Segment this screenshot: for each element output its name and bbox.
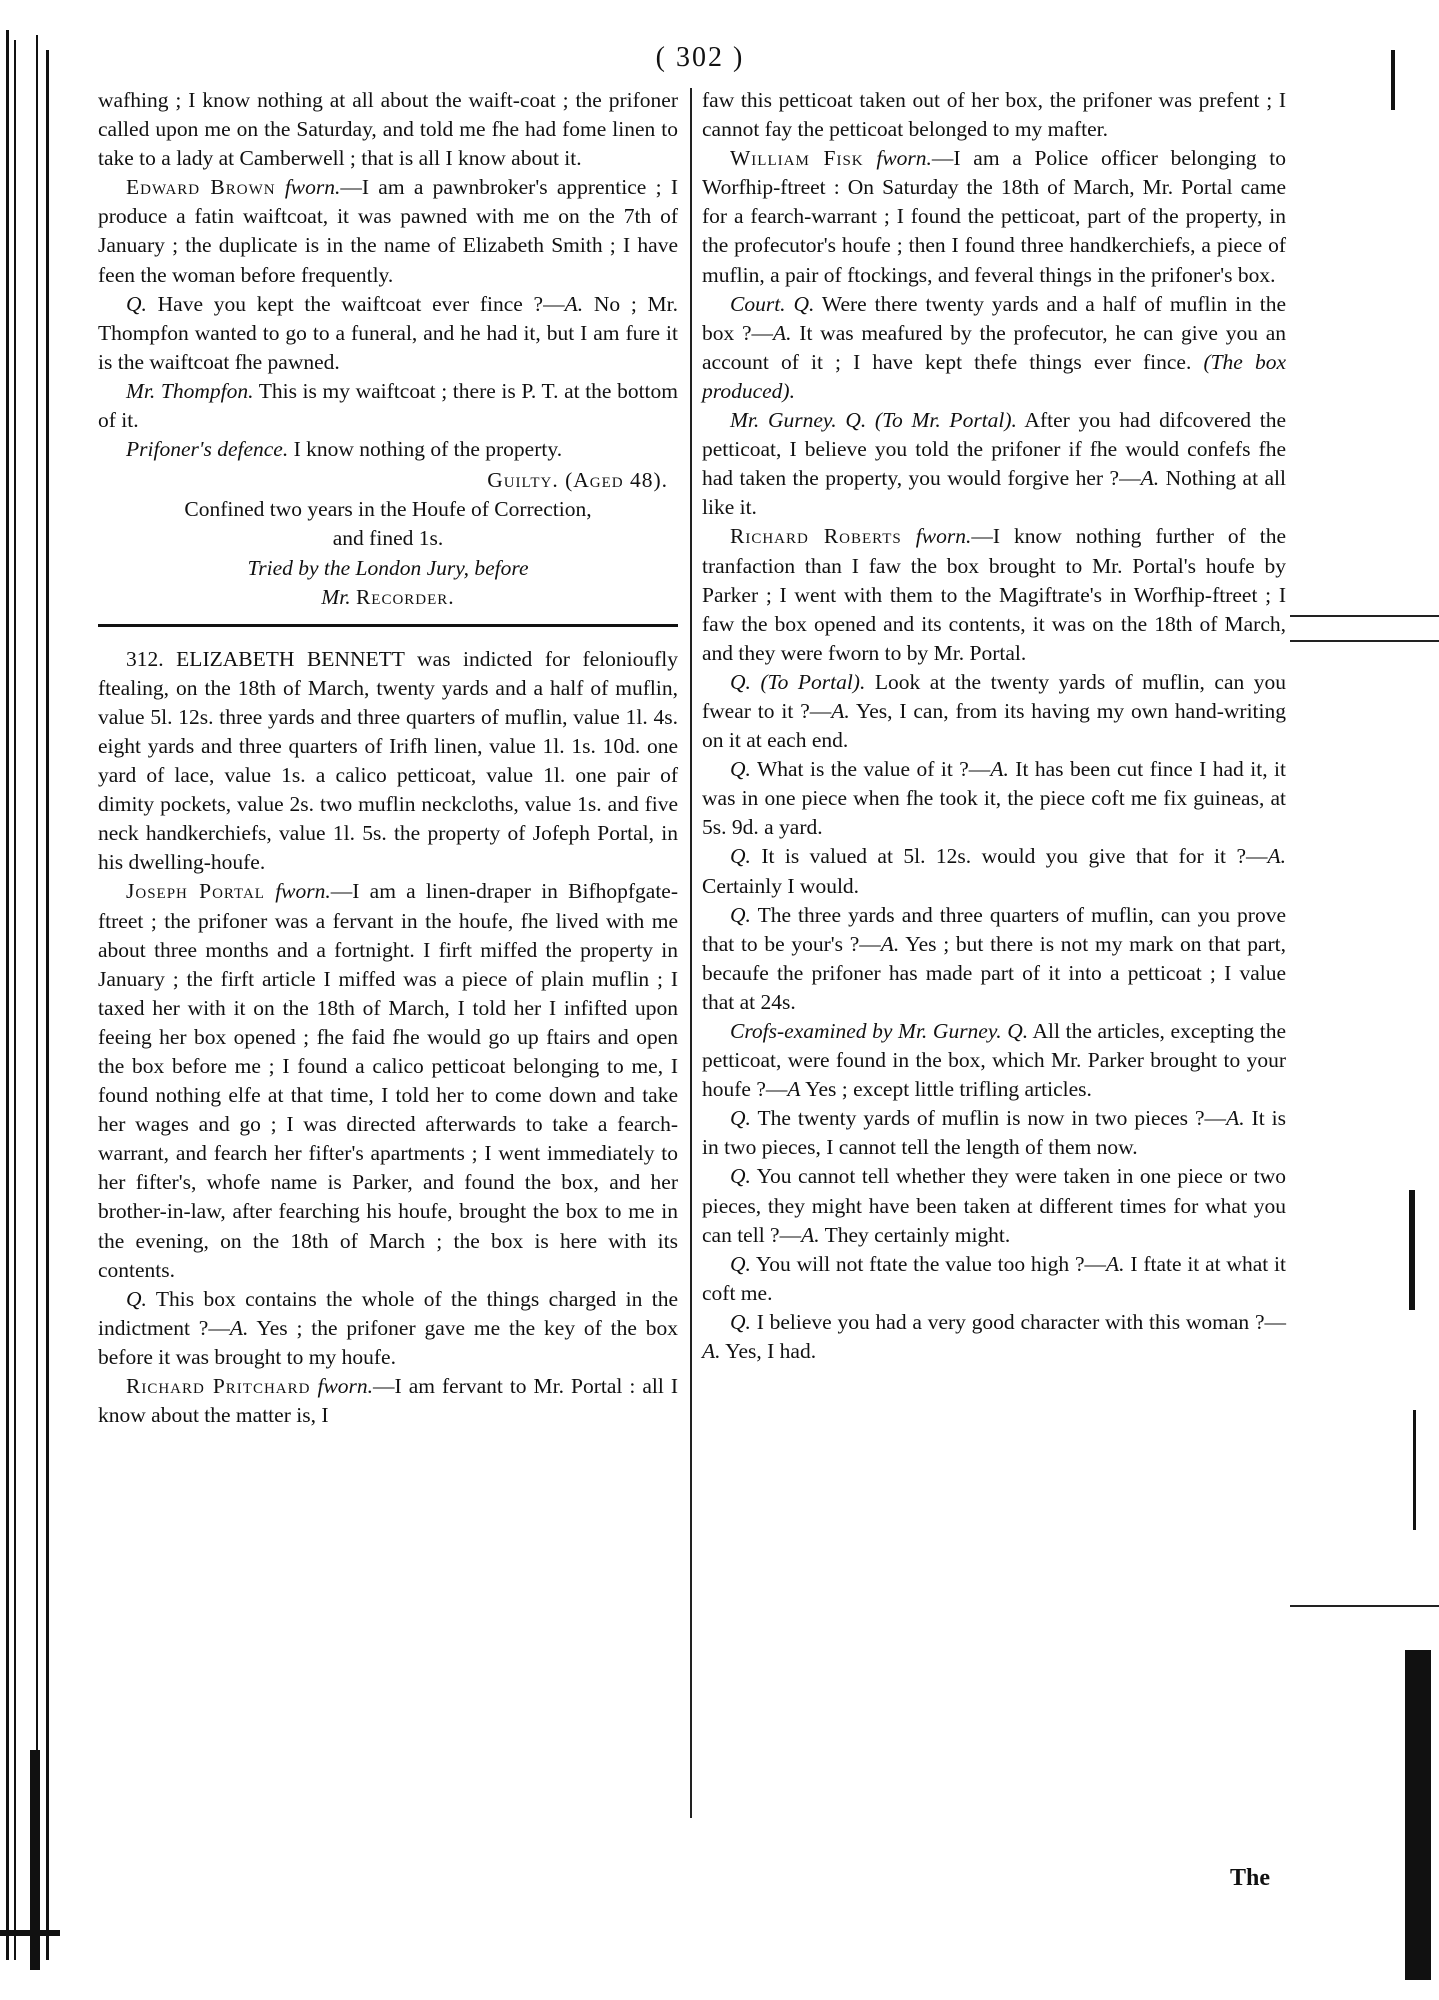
sentence: and fined 1s. (332, 526, 444, 551)
scan-right-edge (1329, 30, 1439, 1990)
paragraph: Prifoner's defence. I know nothing of the property. (126, 437, 563, 462)
sworn-label: fworn. (317, 1374, 374, 1399)
case-heading: 312. ELIZABETH BENNETT (126, 646, 405, 671)
witness-name: Richard Roberts (730, 524, 902, 549)
paragraph: Q. Have you kept the waiftcoat ever fince ?—A. No ; Mr. Thompfon wanted to go to a funeral, and he had it, but I am fure it is the waiftcoat fhe pawned. (98, 291, 678, 374)
paragraph: Mr. Thompfon. This is my waiftcoat ; there is P. T. at the bottom of it. (98, 378, 679, 433)
paragraph: faw this petticoat taken out of her box, the prifoner was prefent ; I cannot fay the petticoat belonged to my mafter. (702, 88, 1286, 142)
speaker-name: Prifoner's defence. (126, 437, 289, 462)
paragraph: Q. This box contains the whole of the things charged in the indictment ?—A. Yes ; the prifoner gave me the key of the box before it was brought to my houfe. (98, 1286, 678, 1369)
paragraph: Q. You will not ftate the value too high ?—A. I ftate it at what it coft me. (702, 1251, 1286, 1305)
paragraph: Q. I believe you had a very good character with this woman ?—A. Yes, I had. (702, 1309, 1286, 1364)
sworn-label: fworn. (284, 175, 341, 200)
witness-name: Richard Pritchard (126, 1374, 311, 1399)
sworn-label: fworn. (275, 879, 331, 904)
witness-name: Joseph Portal (126, 879, 265, 904)
tried-by: Mr. Recorder. (321, 584, 455, 609)
paragraph: Joseph Portal fworn.—I am a linen-draper in Bifhopfgate-ftreet ; the prifoner was a fervant in the houfe, fhe lived with me about three months and a fortnight. I firft miffed the property in January ; the firft article I miffed was a piece of plain muflin ; I taxed her with it on the 18th of March, I told her I infifted upon feeing her box opened ; fhe faid fhe would go up ftairs and open the box before me ; I found a calico petticoat belonging to me, I found nothing elfe at that time, I told her to come down and take her wages and go ; I was directed afterwards to take a fearch-warrant, and fearch her fifter's apartments ; I went immediately to her fifter's, whofe name is Parker, and found the box, and her brother-in-law, after fearching his houfe, brought the box to me in the evening, on the 18th of March ; the box is here with its contents. (98, 879, 679, 1282)
paragraph: Mr. Gurney. Q. (To Mr. Portal). After you had difcovered the petticoat, I believe you told the prifoner if fhe would confefs fhe had taken the property, you would forgive her ?—A. Nothing at all like it. (702, 408, 1287, 520)
case-paragraph: 312. ELIZABETH BENNETT was indicted for felonioufly ftealing, on the 18th of March, twenty yards and a half of muflin, value 5l. 12s. three yards and three quarters of muflin, value 1l. 4s. eight yards and three quarters of Irifh linen, value 1l. 1s. 10d. one yard of lace, value 1s. a calico petticoat, value 1l. one pair of dimity pockets, value 2s. two muflin neckcloths, value 1s. and five neck handkerchiefs, value 1l. 5s. the property of Jofeph Portal, in his dwelling-houfe. (98, 646, 679, 875)
paragraph: Richard Pritchard fworn.—I am fervant to Mr. Portal : all I know about the matter is, I (98, 1374, 678, 1428)
scan-line (1290, 1605, 1439, 1607)
column-divider (690, 88, 692, 1818)
paragraph: Q. The twenty yards of muflin is now in two pieces ?—A. It is in two pieces, I cannot tell the length of them now. (702, 1106, 1286, 1160)
paragraph: Edward Brown fworn.—I am a pawnbroker's apprentice ; I produce a fatin waiftcoat, it was pawned with me on the 7th of January ; the duplicate is in the name of Elizabeth Smith ; I have feen the woman before frequently. (98, 175, 678, 287)
scan-left-edge (0, 30, 62, 1970)
sworn-label: fworn. (915, 524, 972, 549)
scan-line (1290, 615, 1439, 617)
catchword: The (1230, 1865, 1271, 1891)
page-number: ( 302 ) (655, 42, 745, 73)
witness-name: Edward Brown (126, 175, 276, 200)
tried-by: Tried by the London Jury, before (247, 555, 529, 580)
right-column (702, 86, 1286, 1366)
paragraph: Q. The three yards and three quarters of muflin, can you prove that to be your's ?—A. Yes ; but there is not my mark on that part, becaufe the prifoner has made part of it into a petticoat ; I value that at 24s. (702, 902, 1287, 1014)
paragraph: wafhing ; I know nothing at all about the waift-coat ; the prifoner called upon me on the Saturday, and told me fhe had fome linen to take to a lady at Camberwell ; that is all I know about it. (98, 88, 678, 171)
verdict: Guilty. (Aged 48). (487, 468, 668, 493)
paragraph: Court. Q. Were there twenty yards and a half of muflin in the box ?—A. It was meafured by the profecutor, he can give you an account of it ; I have kept thefe things ever fince. (The box produced). (702, 291, 1287, 403)
paragraph: Crofs-examined by Mr. Gurney. Q. All the articles, excepting the petticoat, were found in the box, which Mr. Parker brought to your houfe ?—A Yes ; except little trifling articles. (702, 1019, 1286, 1102)
speaker-name: Crofs-examined by Mr. Gurney. (730, 1019, 1002, 1043)
paragraph: Richard Roberts fworn.—I know nothing further of the tranfaction than I faw the box brought to Mr. Portal's houfe by Parker ; I went with them to the Magiftrate's in Worfhip-ftreet ; I faw the box opened and its contents, it was on the 18th of March, and they were fworn to by Mr. Portal. (702, 524, 1287, 665)
speaker-name: Mr. Thompfon. (126, 378, 254, 403)
paragraph: William Fisk fworn.—I am a Police officer belonging to Worfhip-ftreet : On Saturday the 18th of March, Mr. Portal came for a fearch-warrant ; I found the petticoat, part of the property, in the profecutor's houfe ; then I found three handkerchiefs, a piece of muflin, a pair of ftockings, and feveral things in the prifoner's box. (702, 146, 1287, 287)
paragraph: Q. (To Portal). Look at the twenty yards of muflin, can you fwear to it ?—A. Yes, I can, from its having my own hand-writing on it at each end. (702, 669, 1287, 753)
sentence: Confined two years in the Houfe of Correction, (184, 497, 592, 522)
sworn-label: fworn. (876, 146, 932, 171)
speaker-name: Mr. Gurney. (730, 408, 837, 433)
scan-line (1290, 640, 1439, 642)
paragraph: Q. You cannot tell whether they were taken in one piece or two pieces, they might have been taken at different times for what you can tell ?—A. They certainly might. (702, 1164, 1286, 1247)
witness-name: William Fisk (730, 146, 864, 171)
paragraph: Q. What is the value of it ?—A. It has been cut fince I had it, it was in one piece when fhe took it, the piece coft me fix guineas, at 5s. 9d. a yard. (702, 757, 1286, 840)
section-rule (98, 624, 678, 627)
paragraph: Q. It is valued at 5l. 12s. would you give that for it ?—A. Certainly I would. (702, 844, 1286, 898)
left-column (98, 86, 678, 1430)
